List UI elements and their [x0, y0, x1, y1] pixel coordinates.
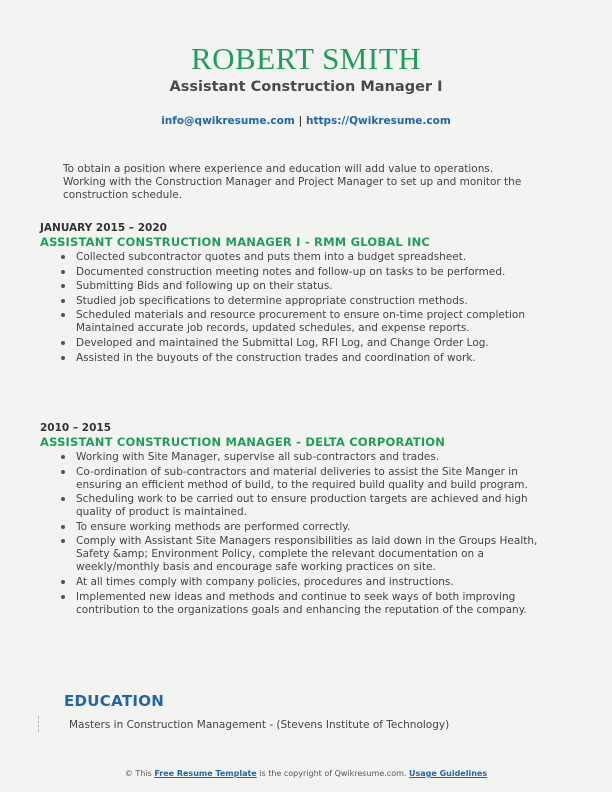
objective-text: To obtain a position where experience and education will add value to operations. Working with the Construction Manager and Project Manager to set up and monitor the construction schedule.: [63, 163, 522, 201]
list-item: Developed and maintained the Submittal Log, RFI Log, and Change Order Log.: [76, 337, 550, 350]
list-item: Co-ordination of sub-contractors and material deliveries to assist the Site Manger in ensuring an efficient method of build, to the required build quality and build program.: [76, 466, 550, 492]
list-item: Documented construction meeting notes and follow-up on tasks to be performed.: [76, 266, 550, 279]
experience-entry-1: [40, 222, 550, 366]
list-item: Submitting Bids and following up on their status.: [76, 280, 550, 293]
education-divider: [38, 716, 41, 732]
list-item: At all times comply with company policies, procedures and instructions.: [76, 576, 550, 589]
list-item: To ensure working methods are performed correctly.: [76, 521, 550, 534]
list-item: Scheduled materials and resource procurement to ensure on-time project completion Maintained accurate job records, updated schedules, and expense reports.: [76, 309, 550, 335]
list-item: Scheduling work to be carried out to ensure production targets are achieved and high quality of product is maintained.: [76, 493, 550, 519]
usage-guidelines-link[interactable]: Usage Guidelines: [408, 769, 488, 778]
copyright-footer: [0, 769, 612, 778]
candidate-title: Assistant Construction Manager I: [169, 79, 443, 95]
education-item: Masters in Construction Management - (Stevens Institute of Technology): [69, 719, 450, 731]
education-heading: EDUCATION: [64, 692, 165, 710]
resume-header: [0, 0, 612, 128]
contact-separator: |: [298, 115, 303, 127]
contact-line: [0, 115, 612, 128]
list-item: Studied job specifications to determine appropriate construction methods.: [76, 295, 550, 308]
job-role: ASSISTANT CONSTRUCTION MANAGER I - RMM GLOBAL INC: [40, 235, 431, 249]
footer-middle: is the copyright of Qwikresume.com.: [259, 769, 407, 778]
job-role: ASSISTANT CONSTRUCTION MANAGER - DELTA CORPORATION: [40, 435, 446, 449]
list-item: Assisted in the buyouts of the construction trades and coordination of work.: [76, 352, 550, 365]
list-item: Implemented new ideas and methods and continue to seek ways of both improving contribution to the organizations goals and enhancing the reputation of the company.: [76, 591, 550, 617]
list-item: Comply with Assistant Site Managers responsibilities as laid down in the Groups Health, Safety &amp; Environment Policy, complete the relevant documentation on a weekly/monthly basis and encourage safe working practices on site.: [76, 535, 550, 574]
list-item: Collected subcontractor quotes and puts them into a budget spreadsheet.: [76, 251, 550, 264]
list-item: Working with Site Manager, supervise all sub-contractors and trades.: [76, 451, 550, 464]
candidate-name: ROBERT SMITH: [190, 41, 422, 76]
free-resume-template-link[interactable]: Free Resume Template: [154, 769, 257, 778]
email-link[interactable]: info@qwikresume.com: [161, 115, 295, 127]
website-link[interactable]: https://Qwikresume.com: [305, 115, 451, 127]
job-dates: JANUARY 2015 – 2020: [40, 222, 167, 234]
job-dates: 2010 – 2015: [40, 422, 112, 434]
experience-entry-2: [40, 422, 550, 618]
footer-prefix: © This: [124, 769, 152, 778]
job-bullets: [40, 251, 550, 365]
job-bullets: [40, 451, 550, 617]
